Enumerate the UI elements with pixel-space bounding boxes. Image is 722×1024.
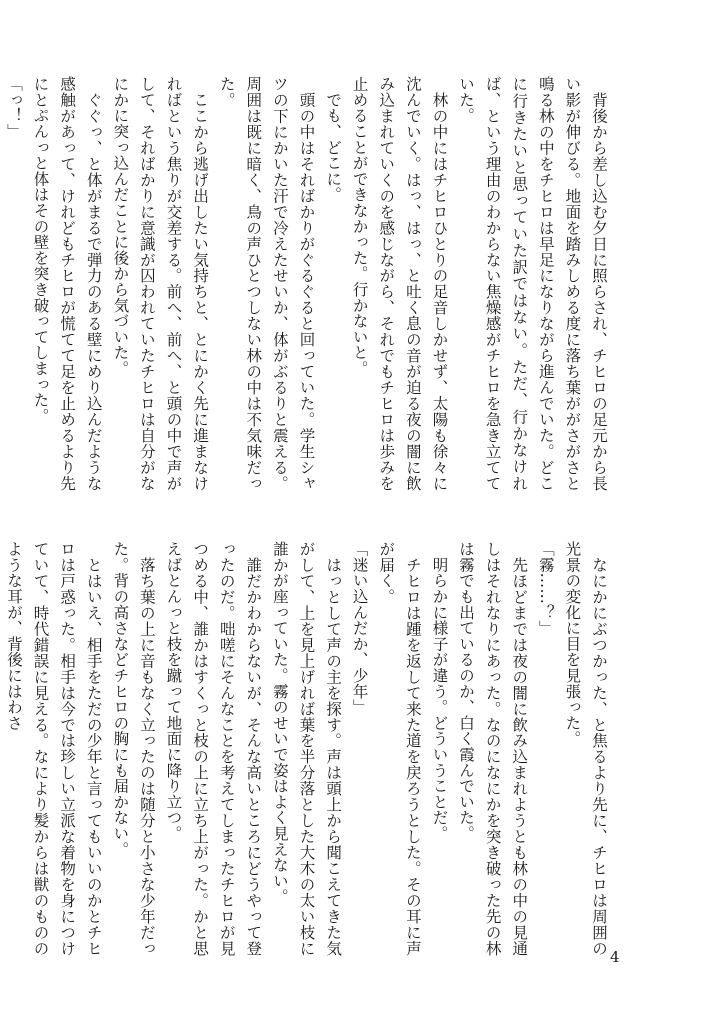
- paragraph: 誰だかわからないが、そんな高いところにどうやって登ったのだ。咄嗟にそんなことを考えてしまったチヒロが見つめる中、誰かはすくっと枝の上に立ち上がった。かと思えばとんっと枝を蹴って地面に降り立つ。: [164, 541, 263, 956]
- top-text-column: [4, 76, 612, 491]
- paragraph: 先ほどまでは夜の闇に飲み込まれようとも林の中の見通しはそれなりにあった。なのになにかを突き破った先の林は霧でも出ているのか、白く霞んでいた。: [457, 541, 529, 956]
- paragraph: チヒロは踵を返して来た道を戻ろうとした。その耳に声が届く。: [377, 541, 422, 956]
- page-number: 4: [610, 948, 620, 966]
- paragraph: はっとして声の主を探す。声は頭上から聞こえてきた気がして、上を見上げれば葉を半分落とした大木の太い枝に誰かが座っていた。霧のせいで姿はよく見えない。: [270, 541, 343, 956]
- paragraph: 背後から差し込む夕日に照らされ、チヒロの足元から長い影が伸びる。地面を踏みしめる度に落ち葉ががさがさと鳴る林の中をチヒロは早足になりながら進んでいた。どこに行きたいと思っていた訳ではない。ただ、行かなければ、という理由のわからない焦燥感がチヒロを急き立てていた。: [457, 76, 608, 491]
- paragraph: でも、どこに。: [324, 76, 343, 203]
- paragraph: ここから逃げ出したい気持ちと、とにかく先に進まなければという焦りが交差する。前へ、前へ、と頭の中で声がして、そればかりに意識が囚われていたチヒロは自分がなにかに突っ込んだことに後から気づいた。: [111, 76, 210, 491]
- dialogue-line: 「迷い込んだか、少年」: [350, 541, 369, 715]
- dialogue-line: 「霧……？」: [536, 541, 555, 636]
- paragraph: ぐぐっ、と体がまるで弾力のある壁にめり込んだような感触があって、けれどもチヒロが慌てて足を止めるより先にとぷんっと体はその壁を突き破ってしまった。: [31, 76, 103, 491]
- dialogue-line: 「っ！」: [4, 76, 23, 140]
- paragraph: 林の中にはチヒロひとりの足音しかせず、太陽も徐々に沈んでいく。はっ、はっ、と吐く息の音が迫る夜の闇に飲み込まれていくのを感じながら、それでもチヒロは歩みを止めることができなかった。行かないと。: [350, 76, 449, 491]
- paragraph: 落ち葉の上に音もなく立ったのは随分と小さな少年だった。背の高さなどチヒロの胸にも届かない。: [111, 541, 156, 956]
- paragraph: 明らかに様子が違う。どういうことだ。: [430, 541, 449, 842]
- paragraph: なにかにぶつかった、と焦るより先に、チヒロは周囲の光景の変化に目を見張った。: [563, 541, 608, 956]
- paragraph: とはいえ、相手をただの少年と言ってもいいのかとチヒロは戸惑った。相手は今では珍しい立派な着物を身につけていて、時代錯誤に見える。なにより髪からは獣のもののような耳が、背後にはわさ: [4, 541, 103, 956]
- bottom-text-column: [4, 541, 612, 956]
- paragraph: 頭の中はそればかりがぐるぐると回っていた。学生シャツの下にかいた汗で冷えたせいか、体がぶるりと震える。周囲は既に暗く、鳥の声ひとつしない林の中は不気味だった。: [217, 76, 316, 491]
